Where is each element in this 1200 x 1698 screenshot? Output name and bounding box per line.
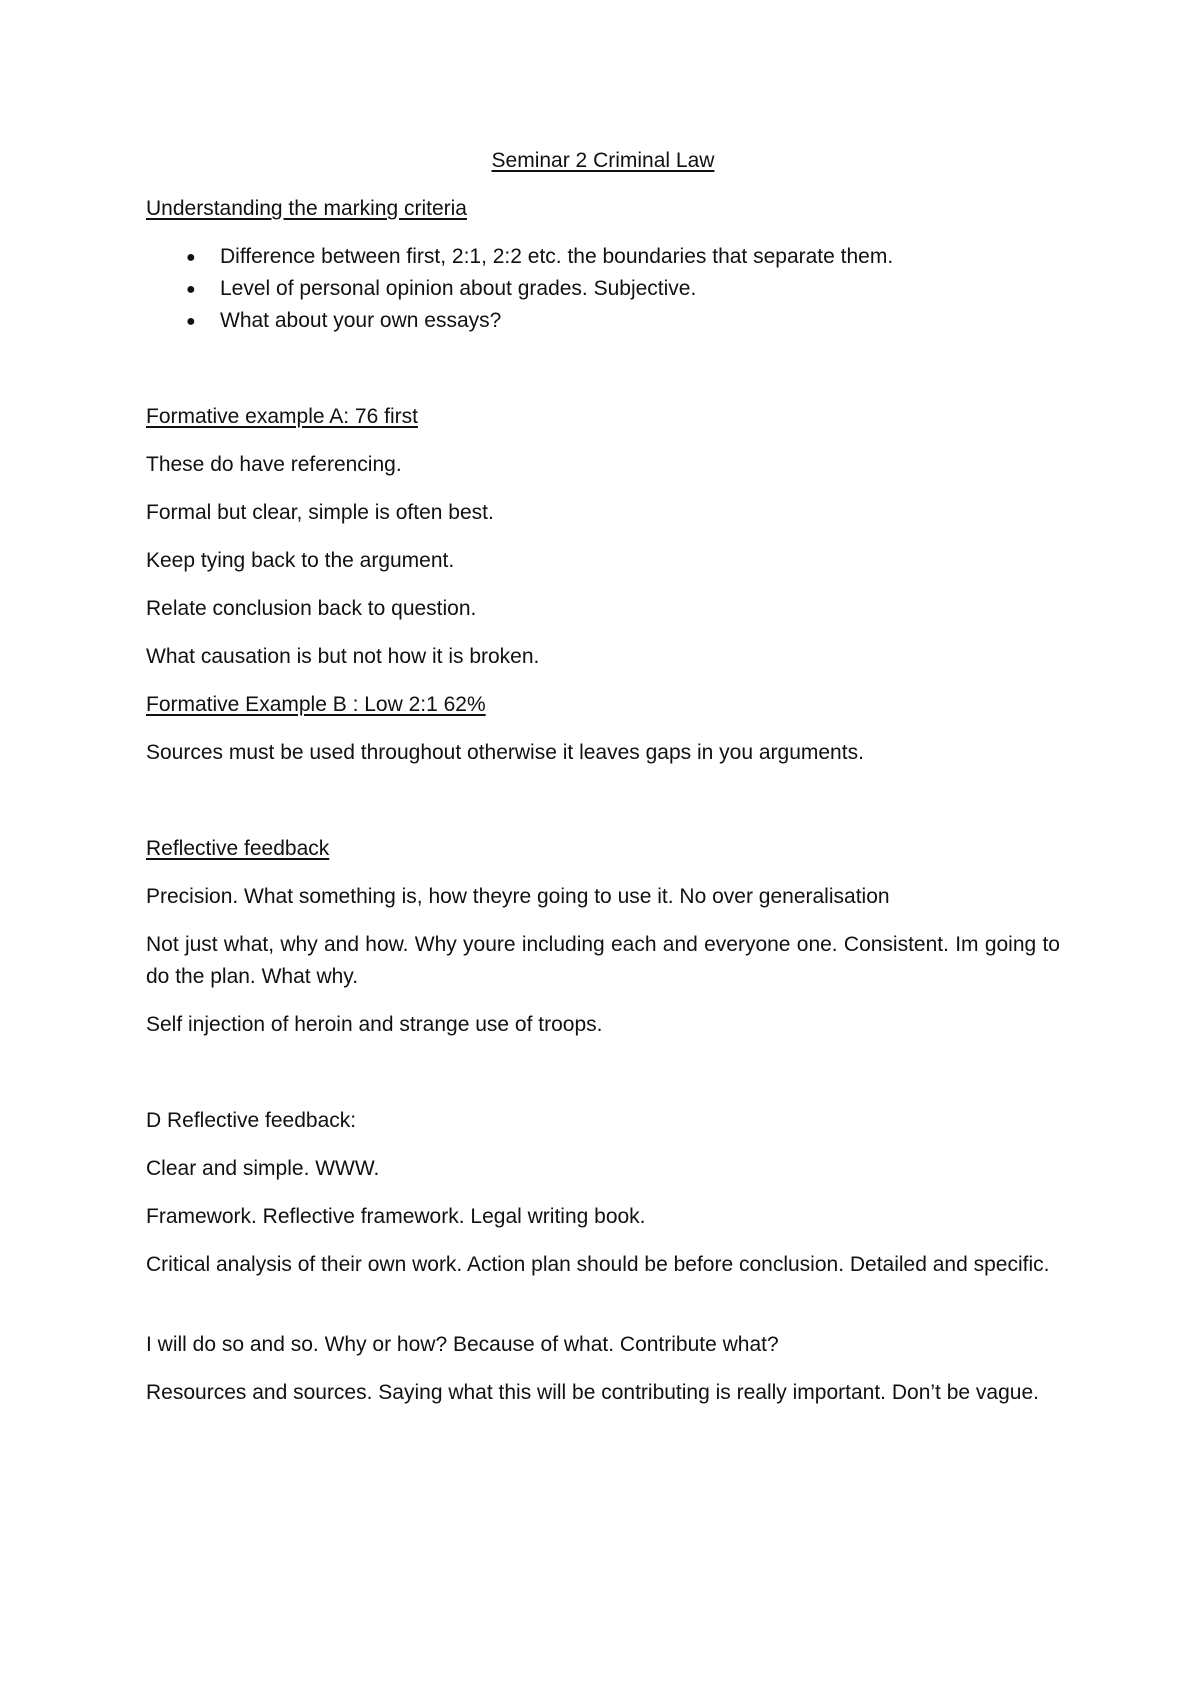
list-item: ● What about your own essays? (186, 305, 1060, 338)
bullet-icon: ● (186, 313, 196, 330)
bullet-icon: ● (186, 249, 196, 266)
paragraph: What causation is but not how it is broken. (146, 645, 540, 668)
paragraph: Formal but clear, simple is often best. (146, 501, 494, 524)
paragraph: Relate conclusion back to question. (146, 597, 477, 620)
paragraph: Sources must be used throughout otherwise it leaves gaps in you arguments. (146, 741, 864, 764)
paragraph: Framework. Reflective framework. Legal writing book. (146, 1205, 646, 1228)
paragraph: Keep tying back to the argument. (146, 549, 455, 572)
paragraph: Self injection of heroin and strange use of troops. (146, 1013, 603, 1036)
paragraph: Precision. What something is, how theyre going to use it. No over generalisation (146, 885, 890, 908)
paragraph: Critical analysis of their own work. Action plan should be before conclusion. Detailed and specific. (146, 1253, 1050, 1276)
page-title: Seminar 2 Criminal Law (491, 149, 715, 172)
bullet-icon: ● (186, 281, 196, 298)
section-heading-marking-criteria: Understanding the marking criteria (146, 197, 467, 220)
section-heading-d-reflective-feedback: D Reflective feedback: (146, 1109, 357, 1132)
list-item: ● Difference between first, 2:1, 2:2 etc. the boundaries that separate them. (186, 241, 1060, 274)
paragraph: I will do so and so. Why or how? Because of what. Contribute what? (146, 1333, 779, 1356)
section-heading-reflective-feedback: Reflective feedback (146, 837, 330, 860)
paragraph: Resources and sources. Saying what this will be contributing is really important. Don’t be vague. (146, 1381, 1039, 1404)
section-heading-formative-b: Formative Example B : Low 2:1 62% (146, 693, 486, 716)
paragraph: These do have referencing. (146, 453, 402, 476)
section-heading-formative-a: Formative example A: 76 first (146, 405, 418, 428)
list-item: ● Level of personal opinion about grades. Subjective. (186, 273, 1060, 306)
paragraph: Clear and simple. WWW. (146, 1157, 380, 1180)
paragraph: Not just what, why and how. Why youre including each and everyone one. Consistent. Im going to do the plan. What why. (146, 933, 1060, 988)
